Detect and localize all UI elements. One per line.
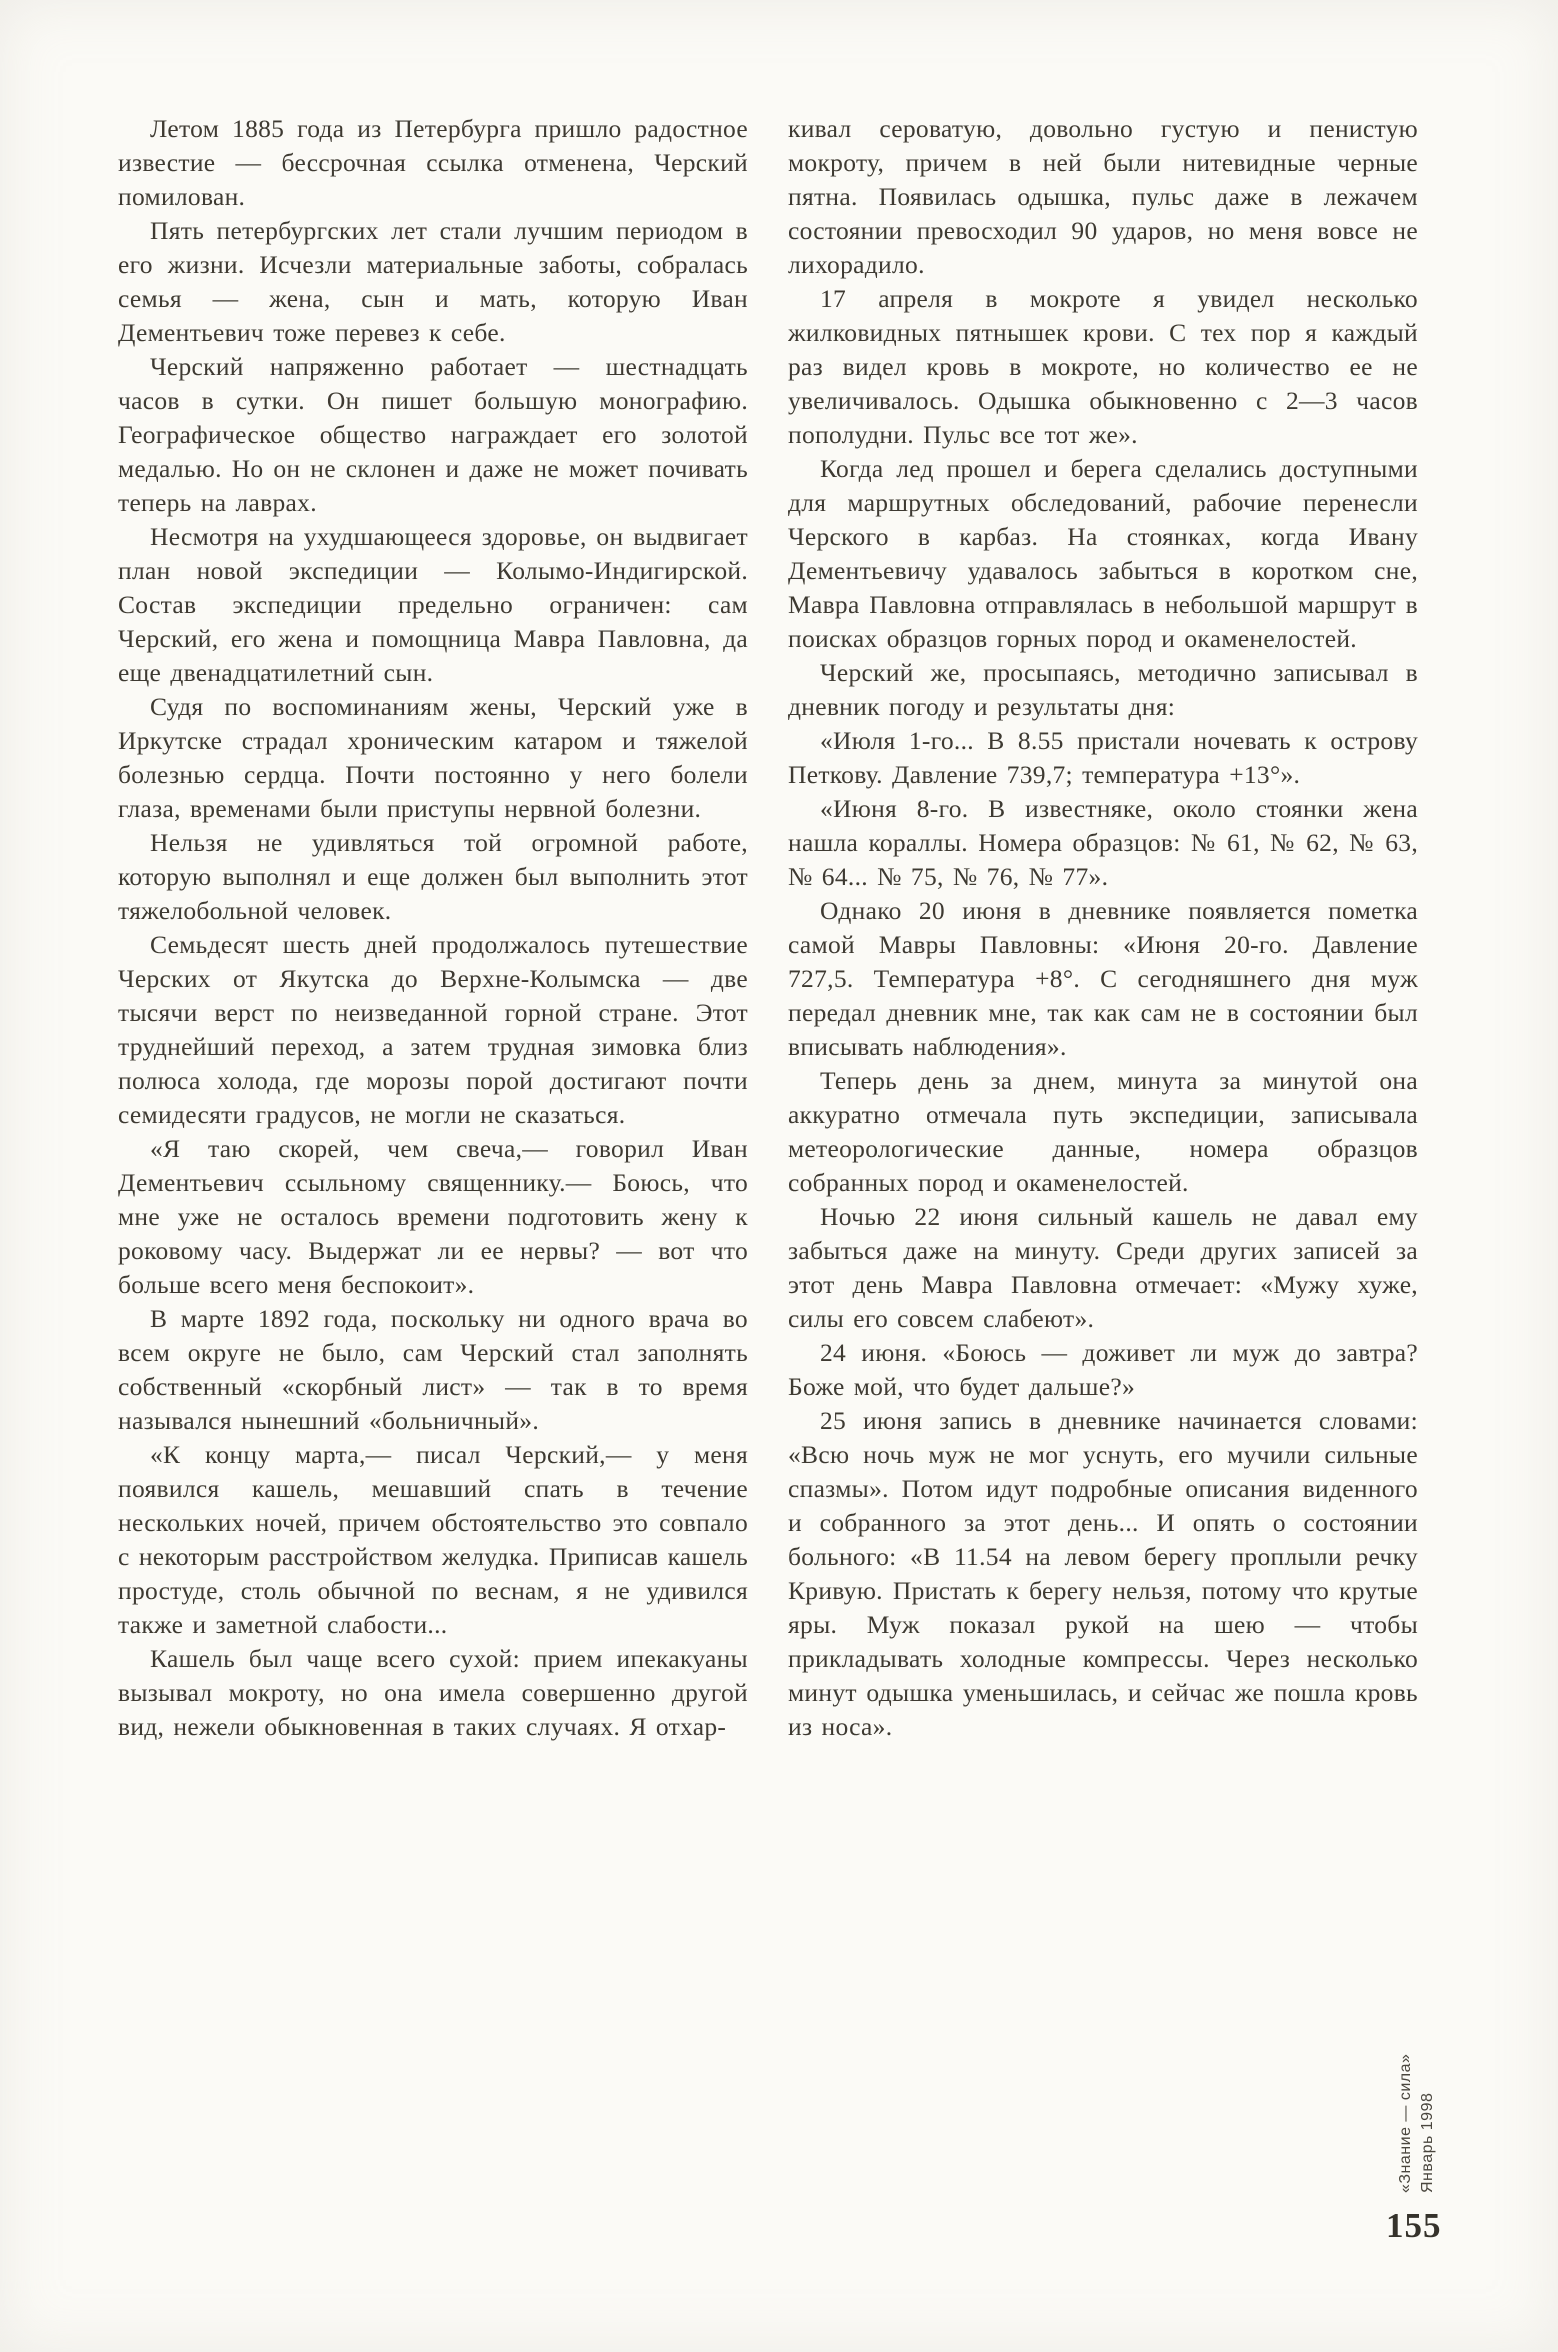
paragraph: 17 апреля в мокроте я увидел несколько жилковидных пятнышек крови. С тех пор я каждый раз видел кровь в мокроте, но количество ее не увеличивалось. Одышка обыкновенно с 2—3 часов пополудни. Пульс все тот же». xyxy=(788,284,1418,449)
journal-issue: Январь 1998 xyxy=(1419,2092,1436,2193)
paragraph: Пять петербургских лет стали лучшим периодом в его жизни. Исчезли материальные заботы, собралась семья — жена, сын и мать, которую Иван Дементьевич тоже перевез к себе. xyxy=(118,216,748,347)
paragraph: В марте 1892 года, поскольку ни одного врача во всем округе не было, сам Черский стал заполнять собственный «скорбный лист» — так в то время назывался нынешний «больничный». xyxy=(118,1304,748,1435)
paragraph: «К концу марта,— писал Черский,— у меня появился кашель, мешавший спать в течение нескольких ночей, причем обстоятельство это совпало с некоторым расстройством желудка. Приписав кашель простуде, столь обычной по веснам, я не удивился также и заметной слабости... xyxy=(118,1440,748,1639)
page-number: 155 xyxy=(1386,2206,1442,2245)
paragraph: Черский напряженно работает — шестнадцать часов в сутки. Он пишет большую монографию. Географическое общество награждает его золотой медалью. Но он не склонен и даже не может почивать теперь на лаврах. xyxy=(118,352,748,517)
paragraph: Ночью 22 июня сильный кашель не давал ему забыться даже на минуту. Среди других записей за этот день Мавра Павловна отмечает: «Мужу хуже, силы его совсем слабеют». xyxy=(788,1202,1418,1333)
paragraph: Судя по воспоминаниям жены, Черский уже в Иркутске страдал хроническим катаром и тяжелой болезнью сердца. Почти постоянно у него болели глаза, временами были приступы нервной болезни. xyxy=(118,692,748,823)
journal-imprint xyxy=(1395,1993,1441,2193)
paragraph: 25 июня запись в дневнике начинается словами: «Всю ночь муж не мог уснуть, его мучили сильные спазмы». Потом идут подробные описания виденного и собранного за этот день... И опять о состоянии больного: «В 11.54 на левом берегу проплыли речку Кривую. Пристать к берегу нельзя, потому что крутые яры. Муж показал рукой на шею — чтобы прикладывать холодные компрессы. Через несколько минут одышка уменьшилась, и сейчас же пошла кровь из носа». xyxy=(788,1406,1418,1741)
paragraph: Черский же, просыпаясь, методично записывал в дневник погоду и результаты дня: xyxy=(788,658,1418,721)
right-column xyxy=(788,112,1418,2212)
paragraph: Летом 1885 года из Петербурга пришло радостное известие — бессрочная ссылка отменена, Черский помилован. xyxy=(118,114,748,211)
paragraph: «Июня 8-го. В известняке, около стоянки жена нашла кораллы. Номера образцов: № 61, № 62, № 63, № 64... № 75, № 76, № 77». xyxy=(788,794,1418,891)
paragraph: Однако 20 июня в дневнике появляется пометка самой Мавры Павловны: «Июня 20-го. Давление 727,5. Температура +8°. С сегодняшнего дня муж передал дневник мне, так как сам не в состоянии был вписывать наблюдения». xyxy=(788,896,1418,1061)
paragraph: Семьдесят шесть дней продолжалось путешествие Черских от Якутска до Верхне-Колымска — две тысячи верст по неизведанной горной стране. Этот труднейший переход, а затем трудная зимовка близ полюса холода, где морозы порой достигают почти семидесяти градусов, не могли не сказаться. xyxy=(118,930,748,1129)
journal-title: «Знание — сила» xyxy=(1397,2053,1414,2193)
paragraph: 24 июня. «Боюсь — доживет ли муж до завтра? Боже мой, что будет дальше?» xyxy=(788,1338,1418,1401)
paragraph: Когда лед прошел и берега сделались доступными для маршрутных обследований, рабочие перенесли Черского в карбаз. На стоянках, когда Ивану Дементьевичу удавалось забыться в коротком сне, Мавра Павловна отправлялась в небольшой маршрут в поисках образцов горных пород и окаменелостей. xyxy=(788,454,1418,653)
left-column xyxy=(118,112,748,2212)
paragraph: «Июля 1-го... В 8.55 пристали ночевать к острову Петкову. Давление 739,7; температура +13°». xyxy=(788,726,1418,789)
paragraph: Нельзя не удивляться той огромной работе, которую выполнял и еще должен был выполнить этот тяжелобольной человек. xyxy=(118,828,748,925)
paragraph: Теперь день за днем, минута за минутой она аккуратно отмечала путь экспедиции, записывала метеорологические данные, номера образцов собранных пород и окаменелостей. xyxy=(788,1066,1418,1197)
paragraph: «Я таю скорей, чем свеча,— говорил Иван Дементьевич ссыльному священнику.— Боюсь, что мне уже не осталось времени подготовить жену к роковому часу. Выдержат ли ее нервы? — вот что больше всего меня беспокоит». xyxy=(118,1134,748,1299)
paragraph: кивал сероватую, довольно густую и пенистую мокроту, причем в ней были нитевидные черные пятна. Появилась одышка, пульс даже в лежачем состоянии превосходил 90 ударов, но меня вовсе не лихорадило. xyxy=(788,114,1418,279)
paragraph: Несмотря на ухудшающееся здоровье, он выдвигает план новой экспедиции — Колымо-Индигирской. Состав экспедиции предельно ограничен: сам Черский, его жена и помощница Мавра Павловна, да еще двенадцатилетний сын. xyxy=(118,522,748,687)
paragraph: Кашель был чаще всего сухой: прием ипекакуаны вызывал мокроту, но она имела совершенно другой вид, нежели обыкновенная в таких случаях. Я отхар- xyxy=(118,1644,748,1741)
